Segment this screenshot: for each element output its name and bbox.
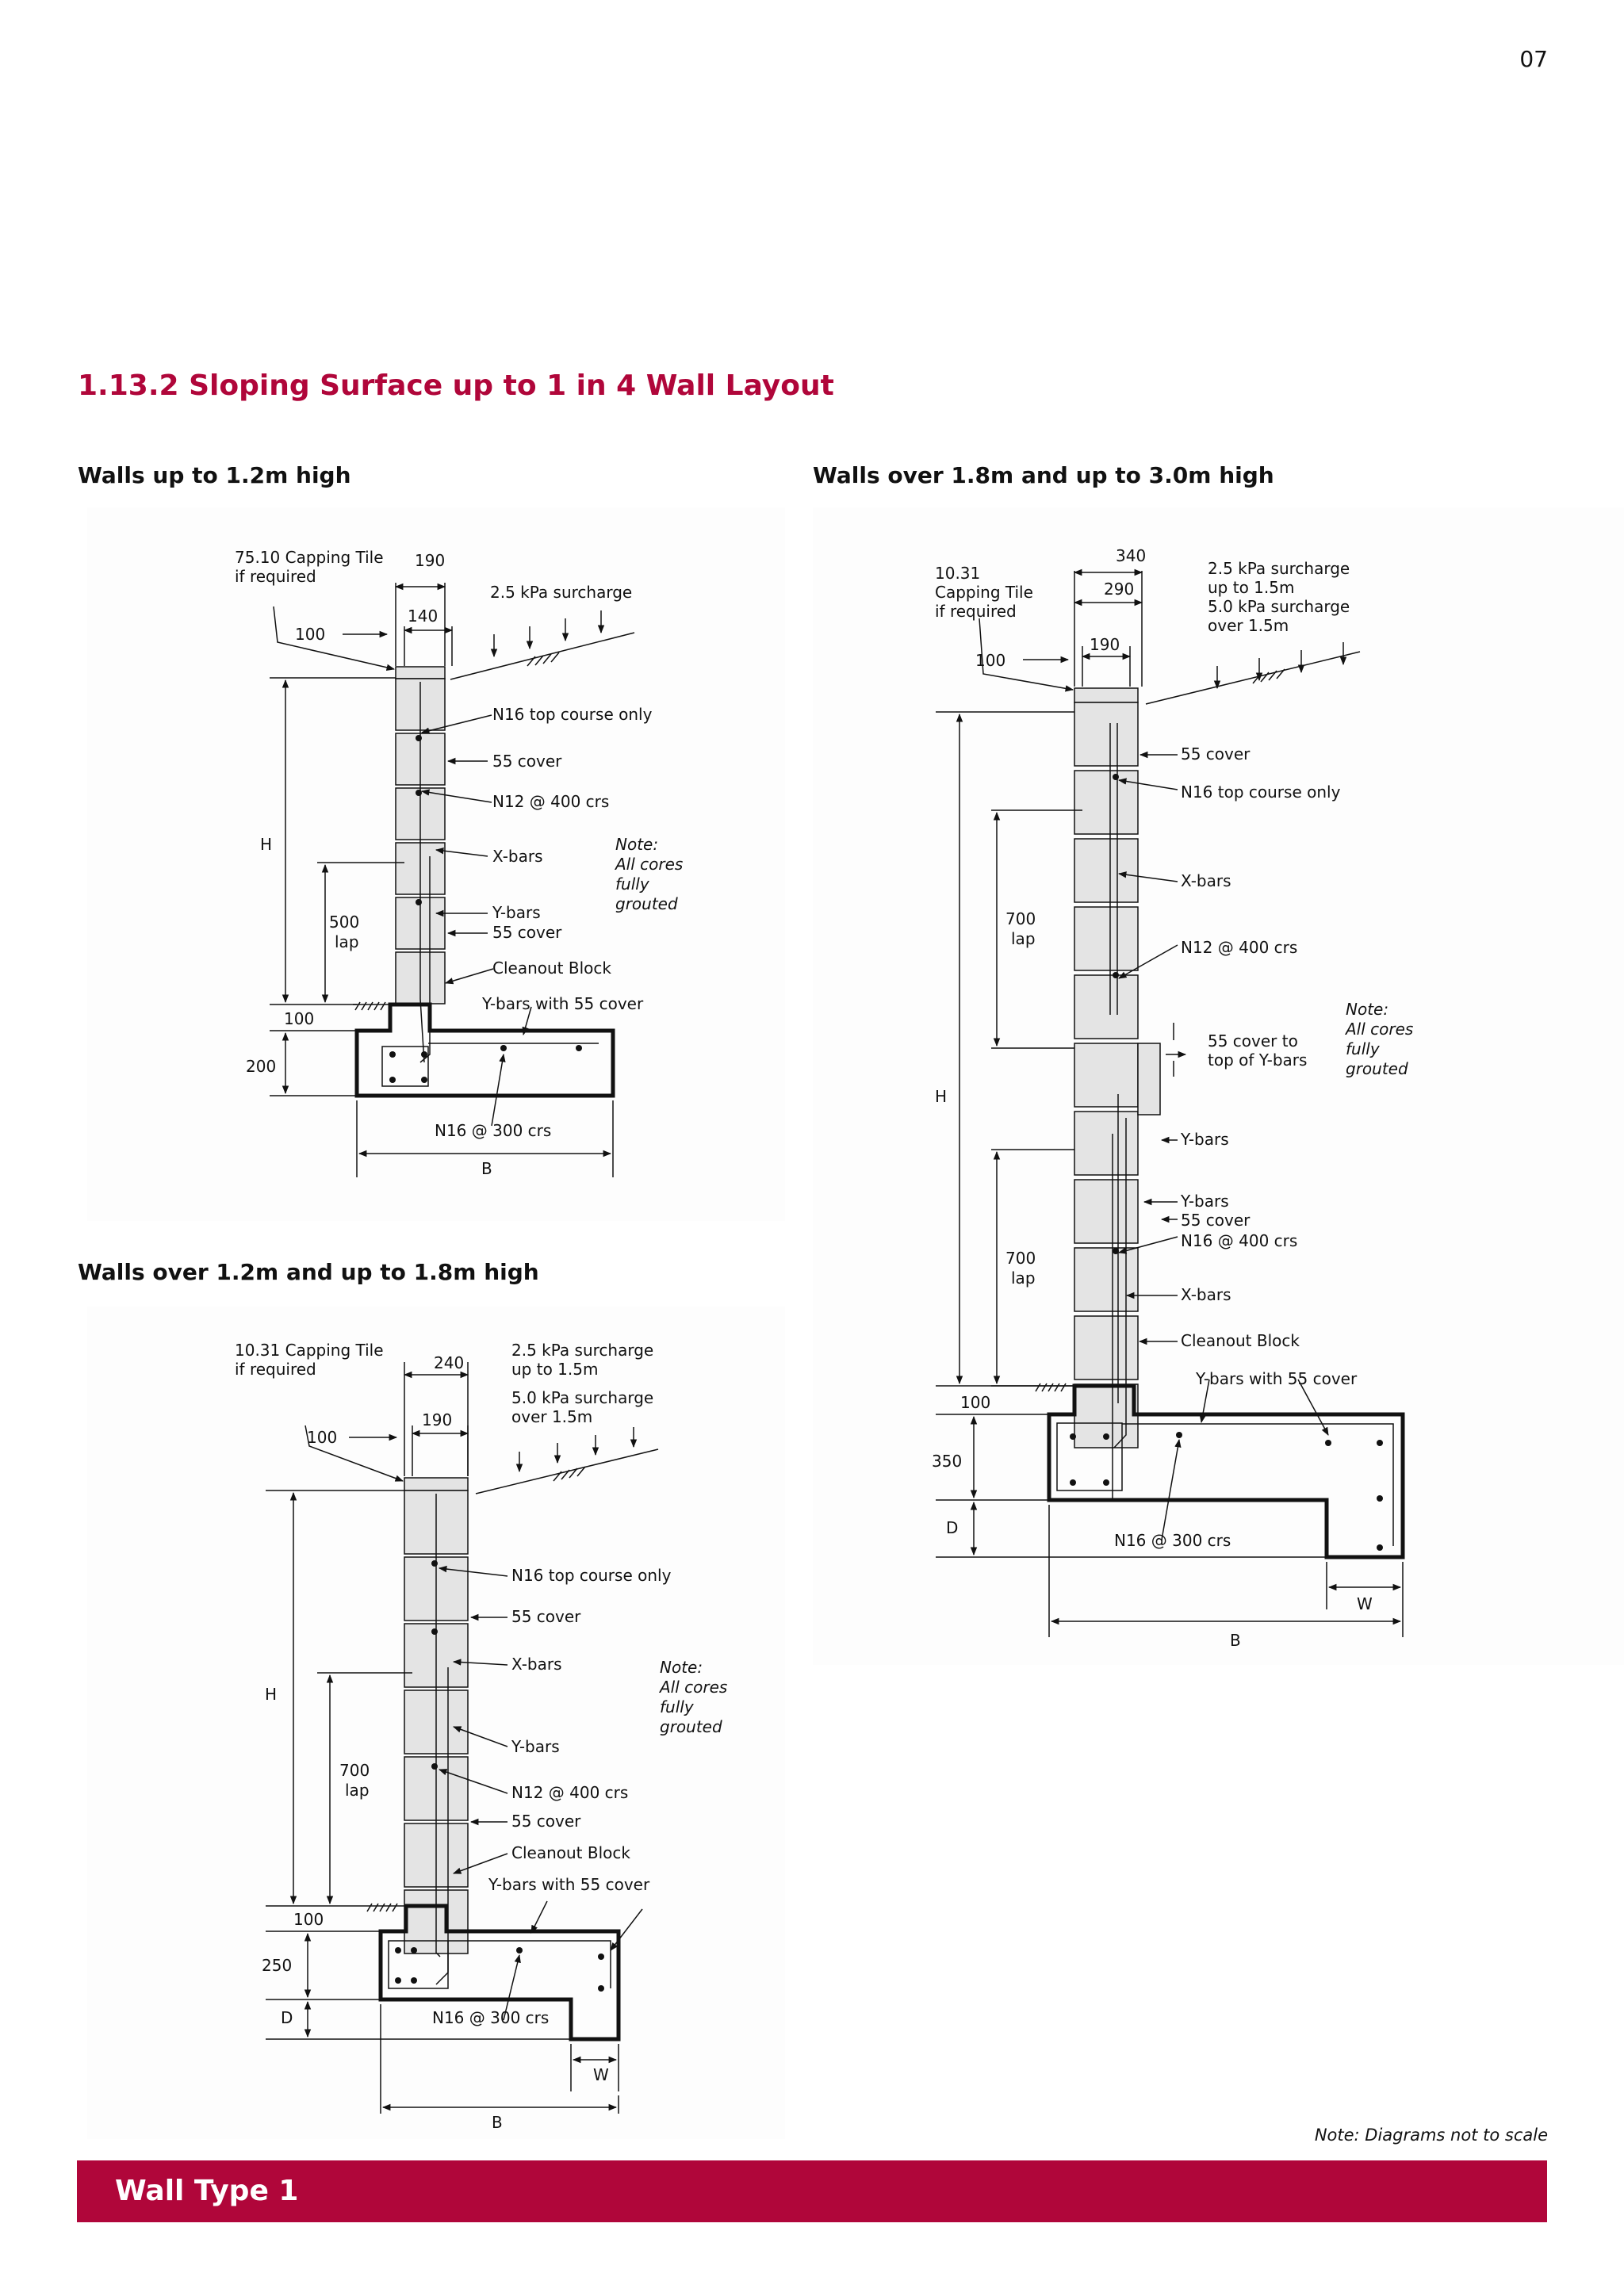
if-required-label: if required [235, 567, 316, 586]
surcharge-line-1: 2.5 kPa surcharge [511, 1341, 654, 1360]
page-number: 07 [1519, 46, 1548, 72]
dim-100-bottom: 100 [284, 1009, 315, 1028]
b-label: B [481, 1159, 492, 1178]
dim-100-top: 100 [307, 1428, 338, 1447]
n16-300-label: N16 @ 300 crs [435, 1121, 552, 1140]
note-line-4: grouted [615, 894, 678, 913]
scale-note: Note: Diagrams not to scale [1314, 2126, 1548, 2145]
diagram-b-title: Walls over 1.2m and up to 1.8m high [78, 1259, 539, 1285]
footer-bar [77, 2160, 1547, 2222]
w-label: W [1357, 1594, 1373, 1613]
diagram-a [87, 507, 785, 1221]
ybars-cover-label: Y-bars with 55 cover [1196, 1369, 1358, 1388]
capping-label: 10.31 Capping Tile [235, 1341, 384, 1360]
section-title: 1.13.2 Sloping Surface up to 1 in 4 Wall Layout [78, 369, 834, 402]
ybars-cover-label: Y-bars with 55 cover [488, 1875, 650, 1894]
cleanout-label: Cleanout Block [511, 1843, 630, 1862]
cover-label-2: 55 cover [511, 1812, 581, 1831]
dim-140: 140 [408, 607, 439, 626]
ybars-label: Y-bars [511, 1737, 560, 1756]
cover-label-2: 55 cover [1181, 1211, 1251, 1230]
cover-label: 55 cover [492, 752, 562, 771]
ybars-label: Y-bars [1181, 1130, 1229, 1149]
capping-line-2: Capping Tile [935, 583, 1033, 602]
footer-title: Wall Type 1 [115, 2175, 299, 2207]
dim-190: 190 [1090, 635, 1120, 654]
surcharge-line-4: over 1.5m [511, 1407, 593, 1426]
xbars-label-2: X-bars [1181, 1285, 1231, 1304]
cover-label: 55 cover [511, 1607, 581, 1626]
n12-label: N12 @ 400 crs [511, 1783, 629, 1802]
h-label: H [935, 1087, 948, 1106]
lap-label: lap [345, 1781, 370, 1800]
lap-value: 500 [329, 913, 360, 932]
note-line-1: Note: [1346, 1000, 1389, 1019]
note-line-4: grouted [660, 1717, 722, 1736]
dim-100-bottom: 100 [960, 1393, 991, 1412]
dim-340: 340 [1116, 546, 1147, 565]
dim-240: 240 [434, 1353, 465, 1372]
w-label: W [593, 2065, 609, 2084]
lap1-value: 700 [1005, 909, 1036, 928]
surcharge-line-3: 5.0 kPa surcharge [1208, 597, 1350, 616]
lap2-value: 700 [1005, 1249, 1036, 1268]
n16-top-label: N16 top course only [1181, 783, 1341, 802]
note-line-3: fully [1346, 1039, 1380, 1058]
surcharge-label: 2.5 kPa surcharge [490, 583, 633, 602]
capping-label: 75.10 Capping Tile [235, 548, 384, 567]
dim-100-top: 100 [975, 651, 1006, 670]
if-required-label: if required [235, 1360, 316, 1379]
d-label: D [946, 1518, 959, 1537]
dim-100-bottom: 100 [293, 1910, 324, 1929]
ybars-cover-label: Y-bars with 55 cover [482, 994, 644, 1013]
note-line-2: All cores [615, 855, 684, 874]
n16-top-label: N16 top course only [511, 1566, 672, 1585]
lap2-label: lap [1011, 1269, 1036, 1288]
cover-top-line-2: top of Y-bars [1208, 1050, 1308, 1070]
note-line-1: Note: [615, 835, 659, 854]
dim-190: 190 [415, 551, 446, 570]
b-label: B [492, 2113, 503, 2132]
lap-value: 700 [339, 1761, 370, 1780]
surcharge-line-2: up to 1.5m [511, 1360, 599, 1379]
lap-label: lap [335, 932, 359, 951]
diagram-b [87, 1307, 785, 2139]
surcharge-line-2: up to 1.5m [1208, 578, 1295, 597]
note-line-1: Note: [660, 1658, 703, 1677]
dim-100-top: 100 [295, 625, 326, 644]
cover-label-2: 55 cover [492, 923, 562, 942]
h-label: H [265, 1685, 278, 1704]
note-line-4: grouted [1346, 1059, 1408, 1078]
d-label: D [281, 2008, 293, 2027]
n16-300-label: N16 @ 300 crs [432, 2008, 550, 2027]
cover-top-line-1: 55 cover to [1208, 1031, 1298, 1050]
footing [357, 1004, 613, 1096]
n12-label: N12 @ 400 crs [492, 792, 610, 811]
if-required-label: if required [935, 602, 1017, 621]
diagram-c [813, 507, 1624, 1665]
cleanout-label: Cleanout Block [1181, 1331, 1300, 1350]
surcharge-line-1: 2.5 kPa surcharge [1208, 559, 1350, 578]
dim-250: 250 [262, 1956, 293, 1975]
dim-290: 290 [1104, 580, 1135, 599]
xbars-label: X-bars [1181, 871, 1231, 890]
capping-tile [1074, 688, 1138, 702]
capping-line-1: 10.31 [935, 564, 981, 583]
b-label: B [1230, 1631, 1241, 1650]
n16-top-label: N16 top course only [492, 705, 653, 724]
note-line-3: fully [615, 874, 649, 894]
h-label: H [260, 835, 273, 854]
note-line-2: All cores [660, 1678, 728, 1697]
diagram-c-title: Walls over 1.8m and up to 3.0m high [813, 462, 1274, 488]
cleanout-label: Cleanout Block [492, 959, 611, 978]
cover-label: 55 cover [1181, 744, 1251, 763]
capping-tile [396, 667, 445, 679]
capping-tile [404, 1478, 468, 1490]
note-line-2: All cores [1346, 1020, 1414, 1039]
n16-300-label: N16 @ 300 crs [1114, 1531, 1231, 1550]
ybars-label: Y-bars [492, 903, 541, 922]
ybars-label-2: Y-bars [1181, 1192, 1229, 1211]
xbars-label: X-bars [511, 1655, 562, 1674]
note-line-3: fully [660, 1697, 694, 1716]
diagram-a-title: Walls up to 1.2m high [78, 462, 351, 488]
dim-190: 190 [422, 1410, 453, 1429]
surcharge-line-3: 5.0 kPa surcharge [511, 1388, 654, 1407]
lap1-label: lap [1011, 929, 1036, 948]
dim-350: 350 [932, 1452, 963, 1471]
n16-400-label: N16 @ 400 crs [1181, 1231, 1298, 1250]
xbars-label: X-bars [492, 847, 543, 866]
dim-200: 200 [246, 1057, 277, 1076]
n12-label: N12 @ 400 crs [1181, 938, 1298, 957]
surcharge-line-4: over 1.5m [1208, 616, 1289, 635]
